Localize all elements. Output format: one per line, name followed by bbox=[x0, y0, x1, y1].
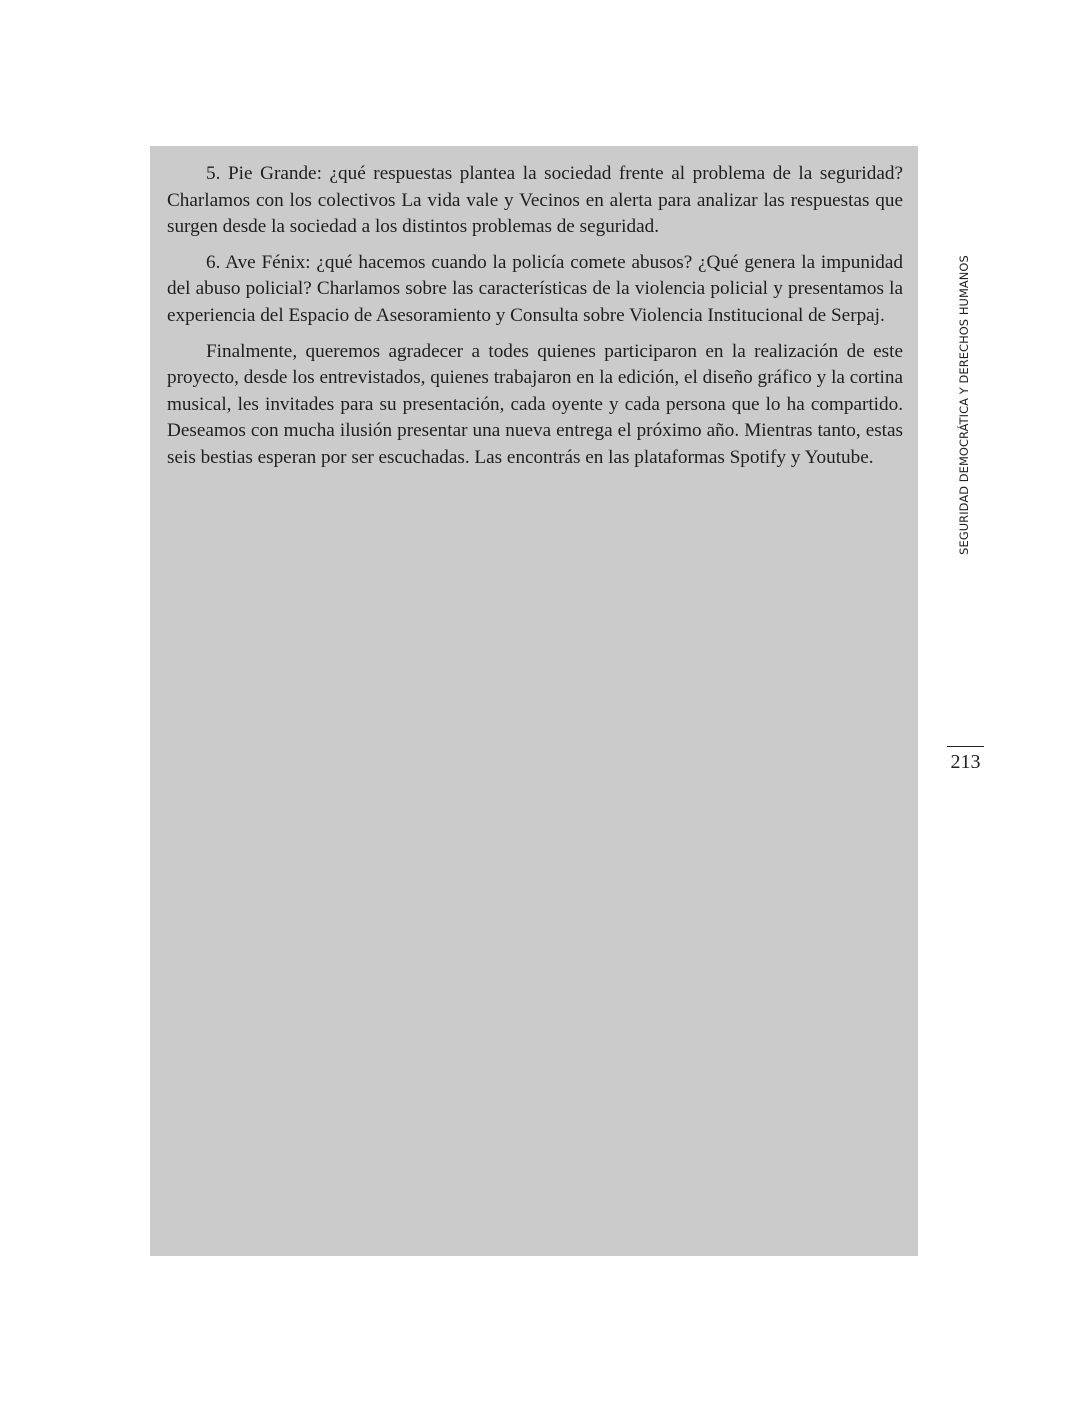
page-number-rule bbox=[947, 746, 984, 747]
paragraph-closing: Finalmente, queremos agradecer a todes quienes participaron en la realización de este proyecto, desde los entrevistados, quienes trabajaron en la edición, el diseño gráfico y la cortina musical, les invitades para su presentación, cada oyente y cada persona que lo ha compartido. Deseamos con mucha ilusión presentar una nueva entrega el próximo año. Mientras tanto, estas seis bestias esperan por ser escuchadas. Las encontrás en las plataformas Spotify y Youtube. bbox=[167, 340, 903, 468]
page-number: 213 bbox=[950, 751, 981, 773]
running-head: SEGURIDAD DEMOCRÁTICA Y DERECHOS HUMANOS bbox=[957, 255, 971, 555]
text-block bbox=[150, 146, 918, 1256]
paragraph-pie-grande: 5. Pie Grande: ¿qué respuestas plantea la sociedad frente al problema de la seguridad? Charlamos con los colectivos La vida vale y Vecinos en alerta para analizar las respuestas que surgen desde la sociedad a los distintos problemas de seguridad. bbox=[167, 163, 903, 238]
paragraph-ave-fenix: 6. Ave Fénix: ¿qué hacemos cuando la policía comete abusos? ¿Qué genera la impunidad del abuso policial? Charlamos sobre las características de la violencia policial y presentamos la experiencia del Espacio de Asesoramiento y Consulta sobre Violencia Institucional de Serpaj. bbox=[167, 251, 903, 326]
